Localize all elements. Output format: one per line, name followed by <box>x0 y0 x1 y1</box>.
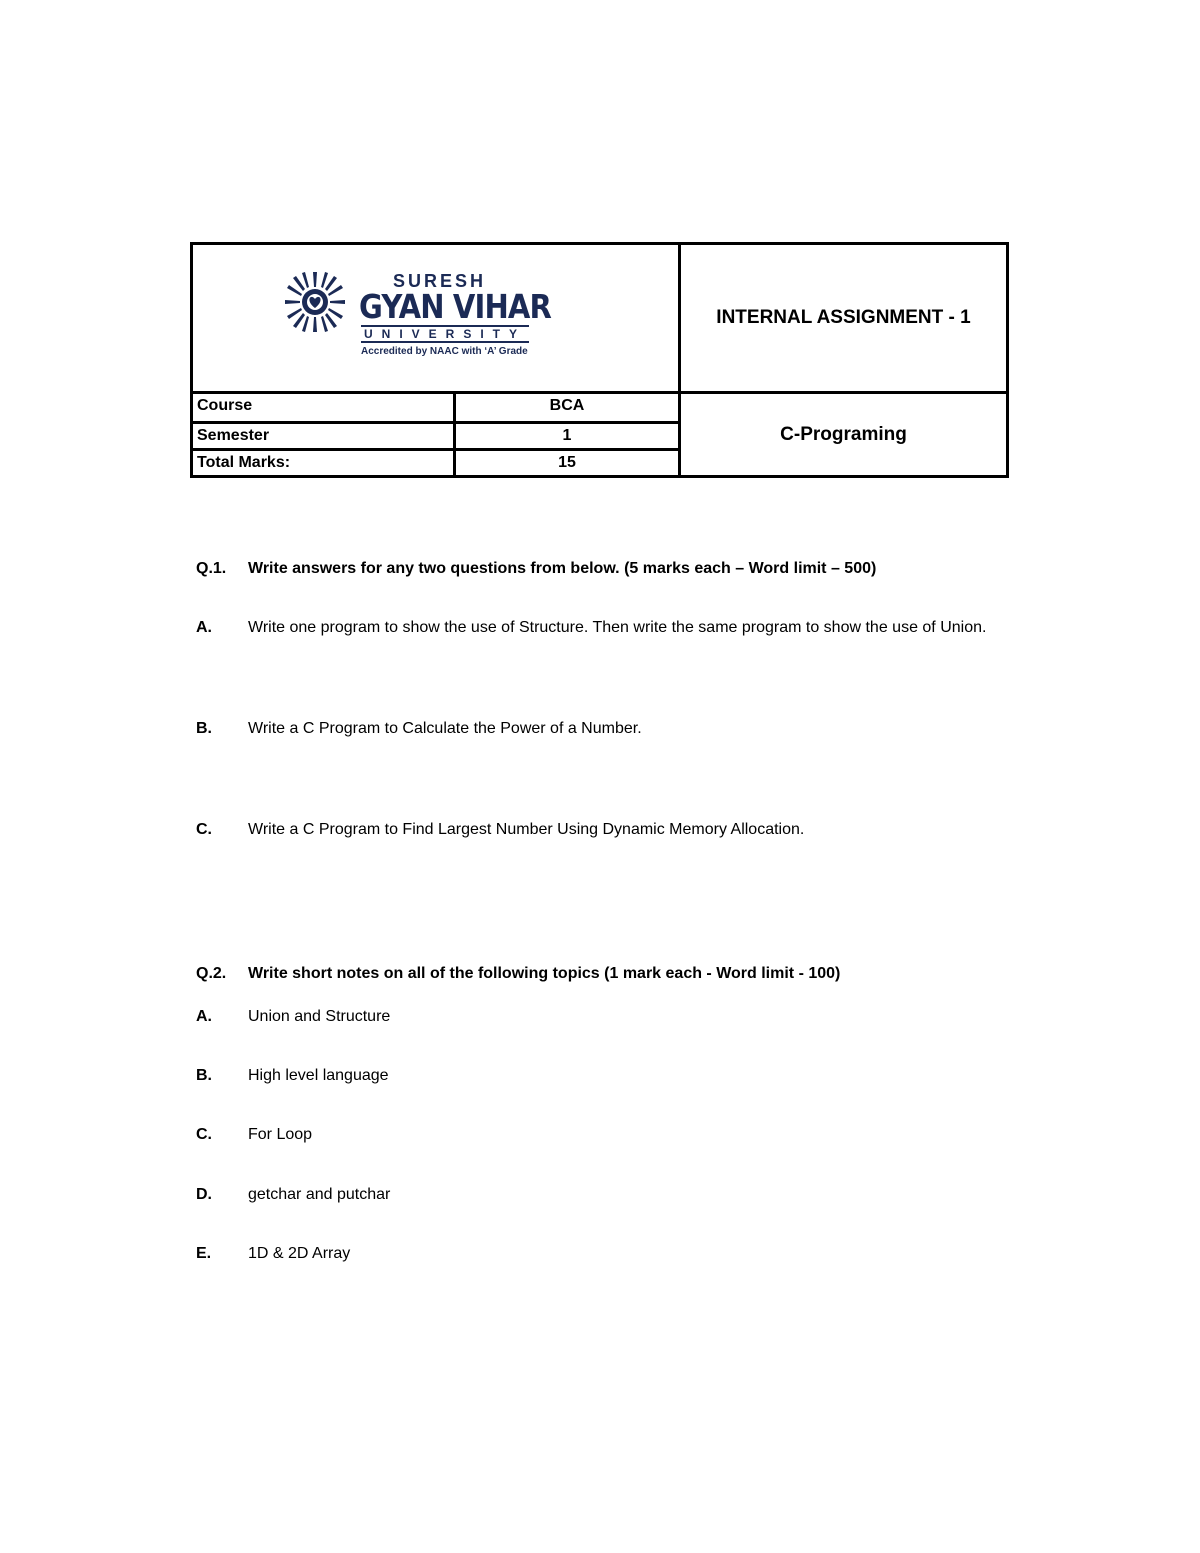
assignment-header-table <box>190 242 1009 478</box>
item-text: Write a C Program to Find Largest Number Using Dynamic Memory Allocation. <box>248 821 805 838</box>
item-text: High level language <box>248 1067 389 1084</box>
item-text: For Loop <box>248 1126 313 1143</box>
item-letter: D. <box>196 1186 212 1203</box>
item-text: Write one program to show the use of Structure. Then write the same program to show the use of Union. <box>248 619 987 636</box>
item-text: Union and Structure <box>248 1008 391 1025</box>
info-row-semester <box>193 424 681 451</box>
item-letter: B. <box>196 720 212 737</box>
question-number: Q.2. <box>196 965 227 982</box>
item-letter: A. <box>196 1008 212 1025</box>
info-value: 15 <box>456 451 681 475</box>
info-row-total-marks <box>193 451 681 475</box>
item-letter: E. <box>196 1245 212 1262</box>
info-label: Total Marks: <box>193 451 456 475</box>
logo-line-university: UNIVERSITY <box>361 325 529 343</box>
item-letter: B. <box>196 1067 212 1084</box>
logo-line-suresh: SURESH <box>393 271 487 291</box>
item-letter: A. <box>196 619 212 636</box>
university-emblem-icon <box>283 270 347 334</box>
info-label: Course <box>193 394 456 421</box>
question-number: Q.1. <box>196 560 227 577</box>
item-letter: C. <box>196 821 212 838</box>
subject-name: C-Programing <box>780 423 907 445</box>
logo-tagline: Accredited by NAAC with ‘A’ Grade <box>361 346 528 357</box>
info-value: 1 <box>456 424 681 451</box>
item-letter: C. <box>196 1126 212 1143</box>
info-label: Semester <box>193 424 456 451</box>
info-value: BCA <box>456 394 681 421</box>
item-text: getchar and putchar <box>248 1186 391 1203</box>
info-row-course <box>193 394 681 421</box>
assignment-title: INTERNAL ASSIGNMENT - 1 <box>681 245 1006 394</box>
question-text: Write answers for any two questions from below. (5 marks each – Word limit – 500) <box>248 560 877 577</box>
logo-line-gyan-vihar: GYAN VIHAR <box>359 287 551 326</box>
item-text: Write a C Program to Calculate the Power of a Number. <box>248 720 642 737</box>
question-text: Write short notes on all of the following topics (1 mark each - Word limit - 100) <box>248 965 841 982</box>
item-text: 1D & 2D Array <box>248 1245 351 1262</box>
university-logo <box>193 245 681 394</box>
